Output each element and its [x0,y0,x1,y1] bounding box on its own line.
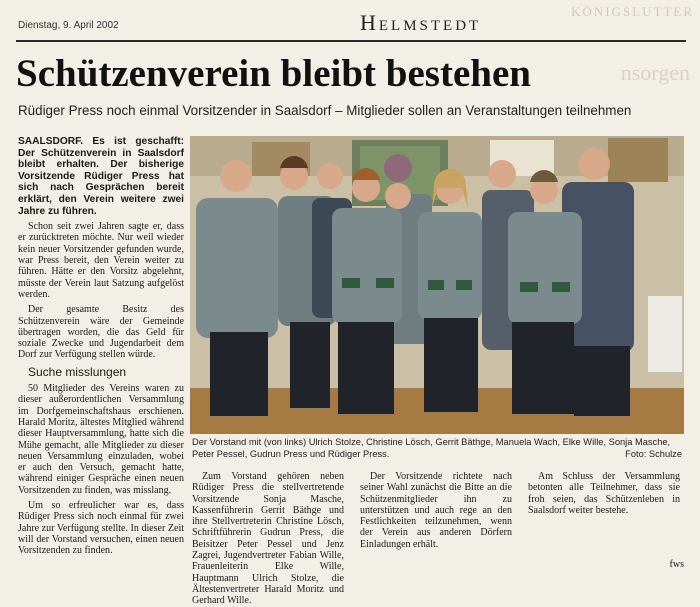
caption-line: Der Vorstand mit (von links) Ulrich Stolze, Christine Lösch, Gerrit Bäthge, Manuela Wach, Elke Wille, Sonja Masche, [192,437,671,447]
lead-paragraph: SAALSDORF. Es ist geschafft: Der Schützenverein in Saalsdorf bleibt erhalten. Der bisherige Vorsitzende Rüdiger Press hat sich nach Gesprächen bereit erklärt, den Verein weitere zwei Jahre zu führen. [18,136,184,217]
column-4 [528,471,680,516]
photo-illustration [190,136,684,434]
ghost-masthead: KÖNIGSLUTTER [571,4,694,19]
caption-line: Peter Pessel, Gudrun Press und Rüdiger Press. [192,448,390,459]
photo-caption [192,437,686,460]
section-city-title: Helmstedt [360,10,482,35]
paragraph: Zum Vorstand gehören neben Rüdiger Press die stellvertretende Vorsitzende Sonja Masche, Kassenführerin Gerrit Bäthge und ihre Stellvertreterin Christine Lösch, Schriftführerin Gudrun Press, die Beisitzer Peter Pessel und Jenz Zagrei, Jugendvertreter Fabian Wille, Frauenleiterin Elke Wille, Hauptmann Ulrich Stolze, die Ältestenvertreter Harald Moritz und Gerhard Wille. [192,471,344,607]
paragraph: Am Schluss der Versammlung betonten alle Teilnehmer, dass sie froh seien, das Schützenleben in Saalsdorf weiter bestehe. [528,471,680,516]
issue-date: Dienstag, 9. April 2002 [18,20,119,31]
subheading: Suche misslungen [28,364,127,379]
group-photo [190,136,684,434]
author-signature: fws [669,559,684,570]
column-2 [192,471,344,607]
column-1 [18,136,184,556]
column-3 [360,471,512,550]
article-headline: Schützenverein bleibt bestehen [16,52,531,95]
paragraph: Der gesamte Besitz des Schützenverein wäre der Gemeinde übertragen worden, die das Geld für soziale Zwecke und Jugendarbeit dem Dorf zur Verfügung stellen würde. [18,304,184,361]
paragraph: Der Vorsitzende richtete nach seiner Wahl zunächst die Bitte an die Schützenmitglieder ihn zu unterstützen und auch rege an den Festlichkeiten teilzunehmen, wenn der Verein aus anderen Dörfern Einladungen erhält. [360,471,512,550]
paragraph: 50 Mitglieder des Vereins waren zu dieser außerordentlichen Versammlung im Dorfgemeinschaftshaus erschienen. Harald Moritz, ältestes Mitglied während dieser Hauptversammlung, hatte sich die Mühe gemacht, alle Mitglieder zu dieser neuen Versammlung einzuladen, wobei er auch den Versuch, gemacht hatte, während einiger Gespräche einen neuen Vorsitzenden zu finden, was misslang. [18,383,184,496]
ghost-bleedthrough: nsorgen [620,60,690,85]
article-subline: Rüdiger Press noch einmal Vorsitzender in Saalsdorf – Mitglieder sollen an Veranstaltungen teilnehmen [18,103,632,118]
paragraph: Um so erfreulicher war es, dass Rüdiger Press sich noch einmal für zwei Jahre zur Verfügung stellte. In dieser Zeit will der Vorstand versuchen, einen neuen Vorsitzenden zu finden. [18,499,184,557]
masthead-rule [16,40,686,42]
photo-credit: Foto: Schulze [625,448,682,459]
paragraph: Schon seit zwei Jahren sagte er, dass er zurücktreten möchte. Nur weil wieder kein neuer Vorsitzender gefunden wurde, war Press bereit, den Verein weiter zu führen. Hätte er den Vorsitz abgelehnt, müsste der Verein laut Satzung aufgelöst werden. [18,221,184,300]
